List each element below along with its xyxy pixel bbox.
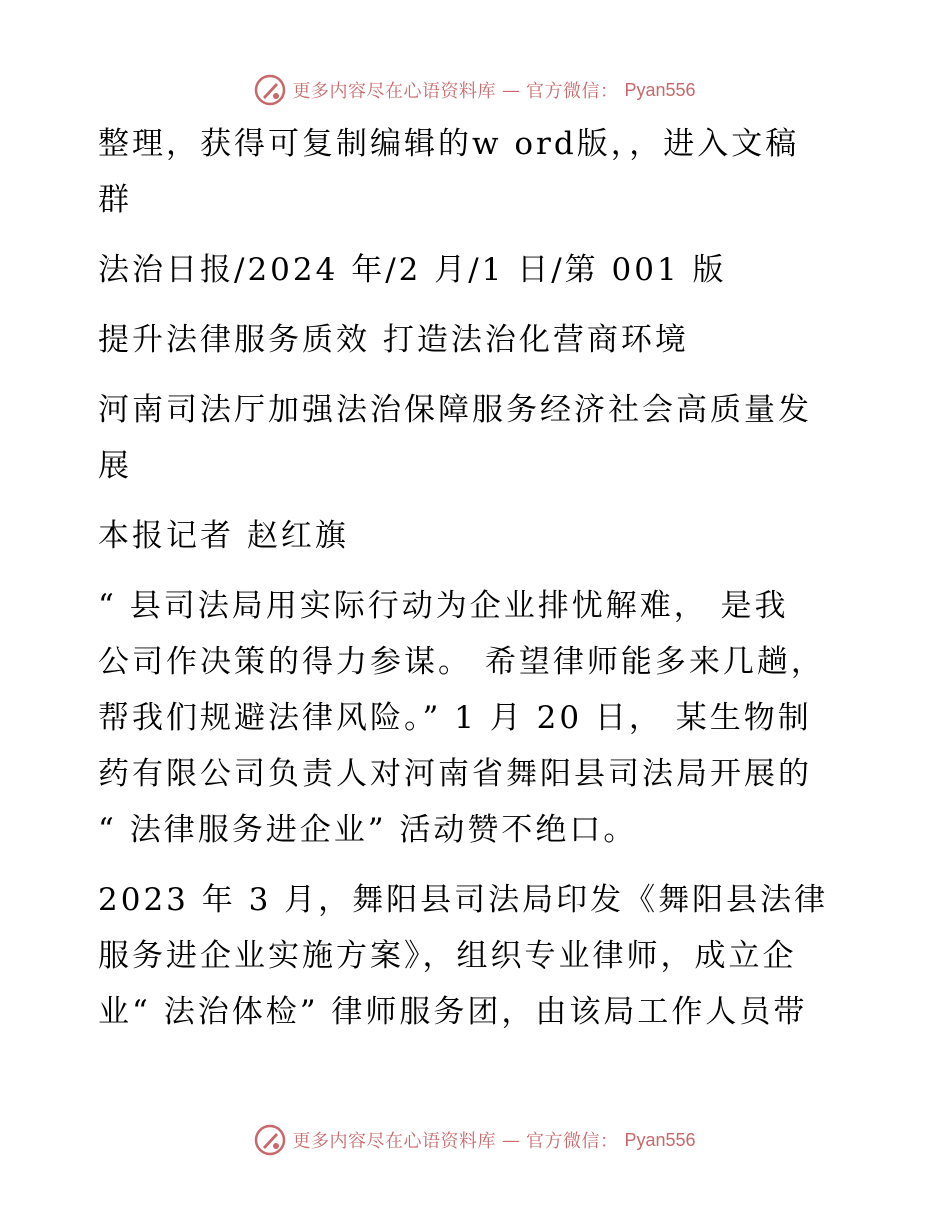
text-line: 药有限公司负责人对河南省舞阳县司法局开展的	[98, 756, 812, 792]
paragraph-intro	[98, 116, 858, 228]
footer-banner	[0, 1120, 950, 1160]
banner-wechat-id: Pyan556	[624, 1129, 696, 1150]
paragraph-source	[98, 242, 858, 298]
banner-wechat-label: 官方微信：	[525, 1131, 619, 1152]
text-line: “ 县司法局用实际行动为企业排忧解难， 是我	[98, 588, 789, 624]
paragraph-byline	[98, 508, 858, 564]
text-line: 服务进企业实施方案》，组织专业律师，成立企	[98, 938, 797, 974]
quill-seal-icon	[254, 74, 286, 106]
paragraph-program	[98, 872, 858, 1040]
text-line: 业“ 法治体检” 律师服务团，由该局工作人员带	[98, 994, 808, 1030]
paragraph-subheadline	[98, 382, 858, 494]
text-line: 群	[98, 182, 132, 218]
text-line: 整理，获得可复制编辑的w ord版，，进入文稿	[98, 126, 800, 162]
text-line: 河南司法厅加强法治保障服务经济社会高质量发	[98, 392, 812, 428]
banner-text: 更多内容尽在心语资料库	[292, 1131, 496, 1152]
text-line: 提升法律服务质效 打造法治化营商环境	[98, 322, 689, 358]
text-line: 2023 年 3 月，舞阳县司法局印发《舞阳县法律	[98, 882, 829, 918]
text-line: 公司作决策的得力参谋。 希望律师能多来几趟，	[98, 644, 825, 680]
header-banner	[0, 70, 950, 110]
banner-wechat-id: Pyan556	[624, 79, 696, 100]
paragraph-headline	[98, 312, 858, 368]
text-line: 本报记者 赵红旗	[98, 518, 349, 554]
text-line: 展	[98, 448, 132, 484]
banner-text: 更多内容尽在心语资料库	[292, 81, 496, 102]
text-line: 帮我们规避法律风险。” 1 月 20 日， 某生物制	[98, 700, 812, 736]
text-line: 法治日报/2024 年/2 月/1 日/第 001 版	[98, 252, 727, 288]
document-body	[98, 116, 858, 1054]
quill-seal-icon	[254, 1124, 286, 1156]
banner-wechat-label: 官方微信：	[525, 81, 619, 102]
banner-separator: —	[501, 79, 520, 101]
paragraph-quote	[98, 578, 858, 858]
banner-separator: —	[501, 1129, 520, 1151]
text-line: “ 法律服务进企业” 活动赞不绝口。	[98, 812, 638, 848]
